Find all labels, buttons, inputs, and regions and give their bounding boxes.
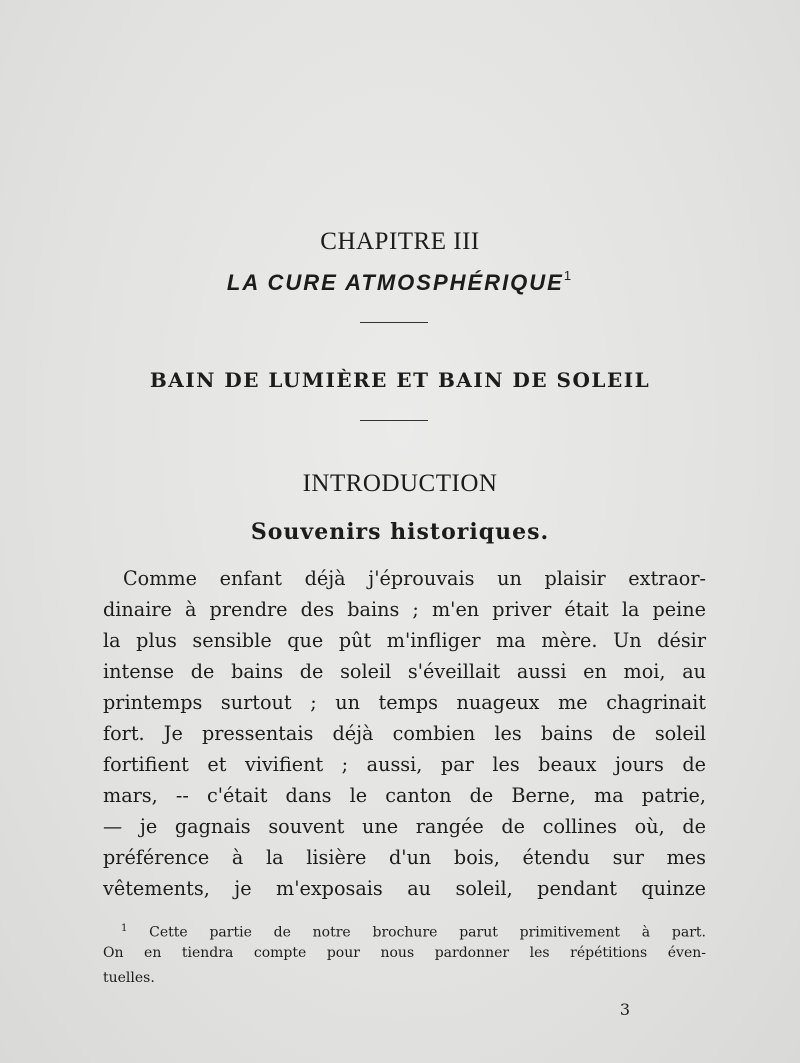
divider-rule-bottom xyxy=(360,420,428,421)
footnote-reference: 1 xyxy=(563,268,574,283)
footnote-line: tuelles. xyxy=(103,970,155,986)
footnote-text: Cette partie de notre brochure parut primitivement à part. xyxy=(149,924,706,941)
text-line: printemps surtout ; un temps nuageux me chagrinait xyxy=(103,691,706,714)
text-line: intense de bains de soleil s'éveillait aussi en moi, au xyxy=(103,660,706,683)
text-line: — je gagnais souvent une rangée de collines où, de xyxy=(103,815,706,838)
footnote-marker: 1 xyxy=(121,923,128,934)
footnote xyxy=(103,916,706,991)
chapter-number: CHAPITRE III xyxy=(320,228,480,255)
text-line: préférence à la lisière d'un bois, étendu sur mes xyxy=(103,846,706,869)
text-line: fort. Je pressentais déjà combien les bains de soleil xyxy=(103,722,706,745)
text-line: dinaire à prendre des bains ; m'en priver était la peine xyxy=(103,598,706,621)
page-number: 3 xyxy=(619,1000,630,1019)
text-line: Comme enfant déjà j'éprouvais un plaisir extraor- xyxy=(123,567,706,590)
section-heading: BAIN DE LUMIÈRE ET BAIN DE SOLEIL xyxy=(149,368,651,392)
chapter-title xyxy=(0,270,800,296)
text-line: la plus sensible que pût m'infliger ma mère. Un désir xyxy=(103,629,706,652)
footnote-line: On en tiendra compte pour nous pardonner les répétitions éven- xyxy=(103,945,706,961)
footnote-line xyxy=(103,916,706,941)
section-title: Souvenirs historiques. xyxy=(250,519,550,545)
text-line: mars, -- c'était dans le canton de Berne, ma patrie, xyxy=(103,784,706,807)
chapter-title-text: LA CURE ATMOSPHÉRIQUE xyxy=(226,270,564,295)
text-line: fortifient et vivifient ; aussi, par les beaux jours de xyxy=(103,753,706,776)
text-line: vêtements, je m'exposais au soleil, pendant quinze xyxy=(103,877,706,900)
divider-rule-top xyxy=(360,322,428,323)
introduction-heading: INTRODUCTION xyxy=(302,470,498,497)
body-paragraph xyxy=(103,563,706,904)
